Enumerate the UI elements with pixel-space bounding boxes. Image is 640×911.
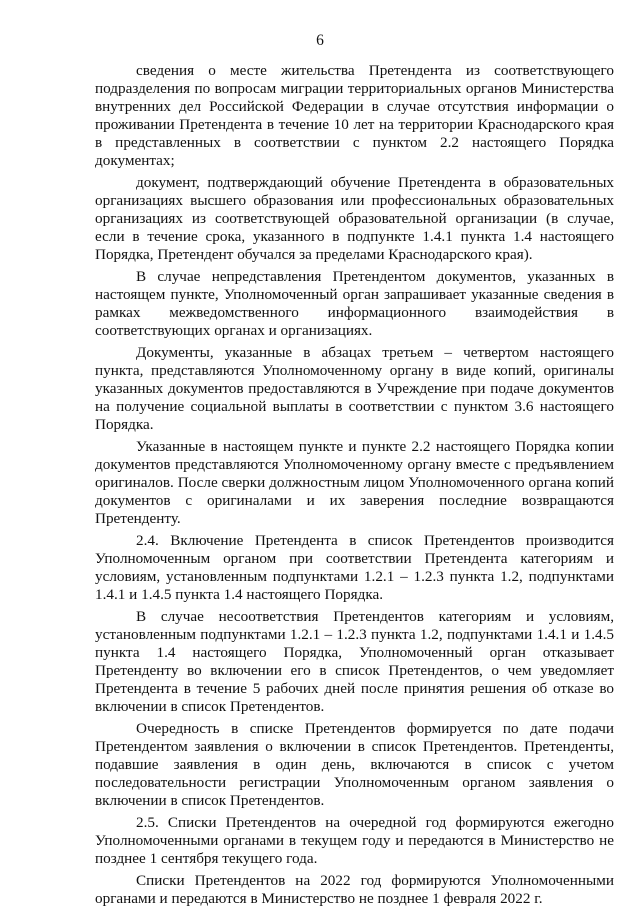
paragraph-section-2-4: 2.4. Включение Претендента в список Претендентов производится Уполномоченным органом при соответствии Претендента категориям и условиям, установленным подпунктами 1.2.1 – 1.2.3 пункта 1.2, подпунктами 1.4.1 и 1.4.5 пункта 1.4 настоящего Порядка. [95, 531, 614, 604]
paragraph-refusal: В случае несоответствия Претендентов категориям и условиям, установленным подпунктами 1.2.1 – 1.2.3 пункта 1.2, подпунктами 1.4.1 и 1.4.5 пункта 1.4 настоящего Порядка, Уполномоченный орган отказывает Претенденту во включении его в список Претендентов, о чем уведомляет Претендента в течение 5 рабочих дней после принятия решения об отказе во включении в список Претендентов. [95, 607, 614, 716]
paragraph-section-2-5: 2.5. Списки Претендентов на очередной год формируются ежегодно Уполномоченными органами в текущем году и передаются в Министерство не позднее 1 сентября текущего года. [95, 813, 614, 867]
paragraph-residence-info: сведения о месте жительства Претендента из соответствующего подразделения по вопросам миграции территориальных органов Министерства внутренних дел Российской Федерации в случае отсутствия информации о проживании Претендента в течение 10 лет на территории Краснодарского края в представленных в соответствии с пунктом 2.2 настоящего Порядка документах; [95, 62, 614, 170]
paragraph-lists-2022: Списки Претендентов на 2022 год формируются Уполномоченными органами и передаются в Министерство не позднее 1 февраля 2022 г. [95, 871, 614, 907]
paragraph-education-document: документ, подтверждающий обучение Претендента в образовательных организациях высшего образования или профессиональных образовательных организациях из соответствующей образовательной организации (в случае, если в течение срока, указанного в подпункте 1.4.1 пункта 1.4 настоящего Порядка, Претендент обучался за пределами Краснодарского края). [95, 174, 614, 264]
paragraph-queue-order: Очередность в списке Претендентов формируется по дате подачи Претендентом заявления о включении в список Претендентов. Претенденты, подавшие заявления в один день, включаются в список с учетом последовательности регистрации Уполномоченным органом заявления о включении в список Претендентов. [95, 719, 614, 810]
paragraph-document-copies: Документы, указанные в абзацах третьем – четвертом настоящего пункта, представляются Уполномоченному органу в виде копий, оригиналы указанных документов предоставляются в Учреждение при подаче документов на получение социальной выплаты в соответствии с пунктом 3.6 настоящего Порядка. [95, 343, 614, 434]
paragraph-copies-verification: Указанные в настоящем пункте и пункте 2.2 настоящего Порядка копии документов представляются Уполномоченному органу вместе с предъявлением оригиналов. После сверки должностным лицом Уполномоченного органа копий документов с оригиналами и их заверения последние возвращаются Претенденту. [95, 437, 614, 528]
document-body [95, 62, 614, 911]
page-number: 6 [316, 32, 324, 49]
paragraph-interagency-request: В случае непредставления Претендентом документов, указанных в настоящем пункте, Уполномоченный орган запрашивает указанные сведения в рамках межведомственного информационного взаимодействия в соответствующих органах и организациях. [95, 268, 614, 340]
